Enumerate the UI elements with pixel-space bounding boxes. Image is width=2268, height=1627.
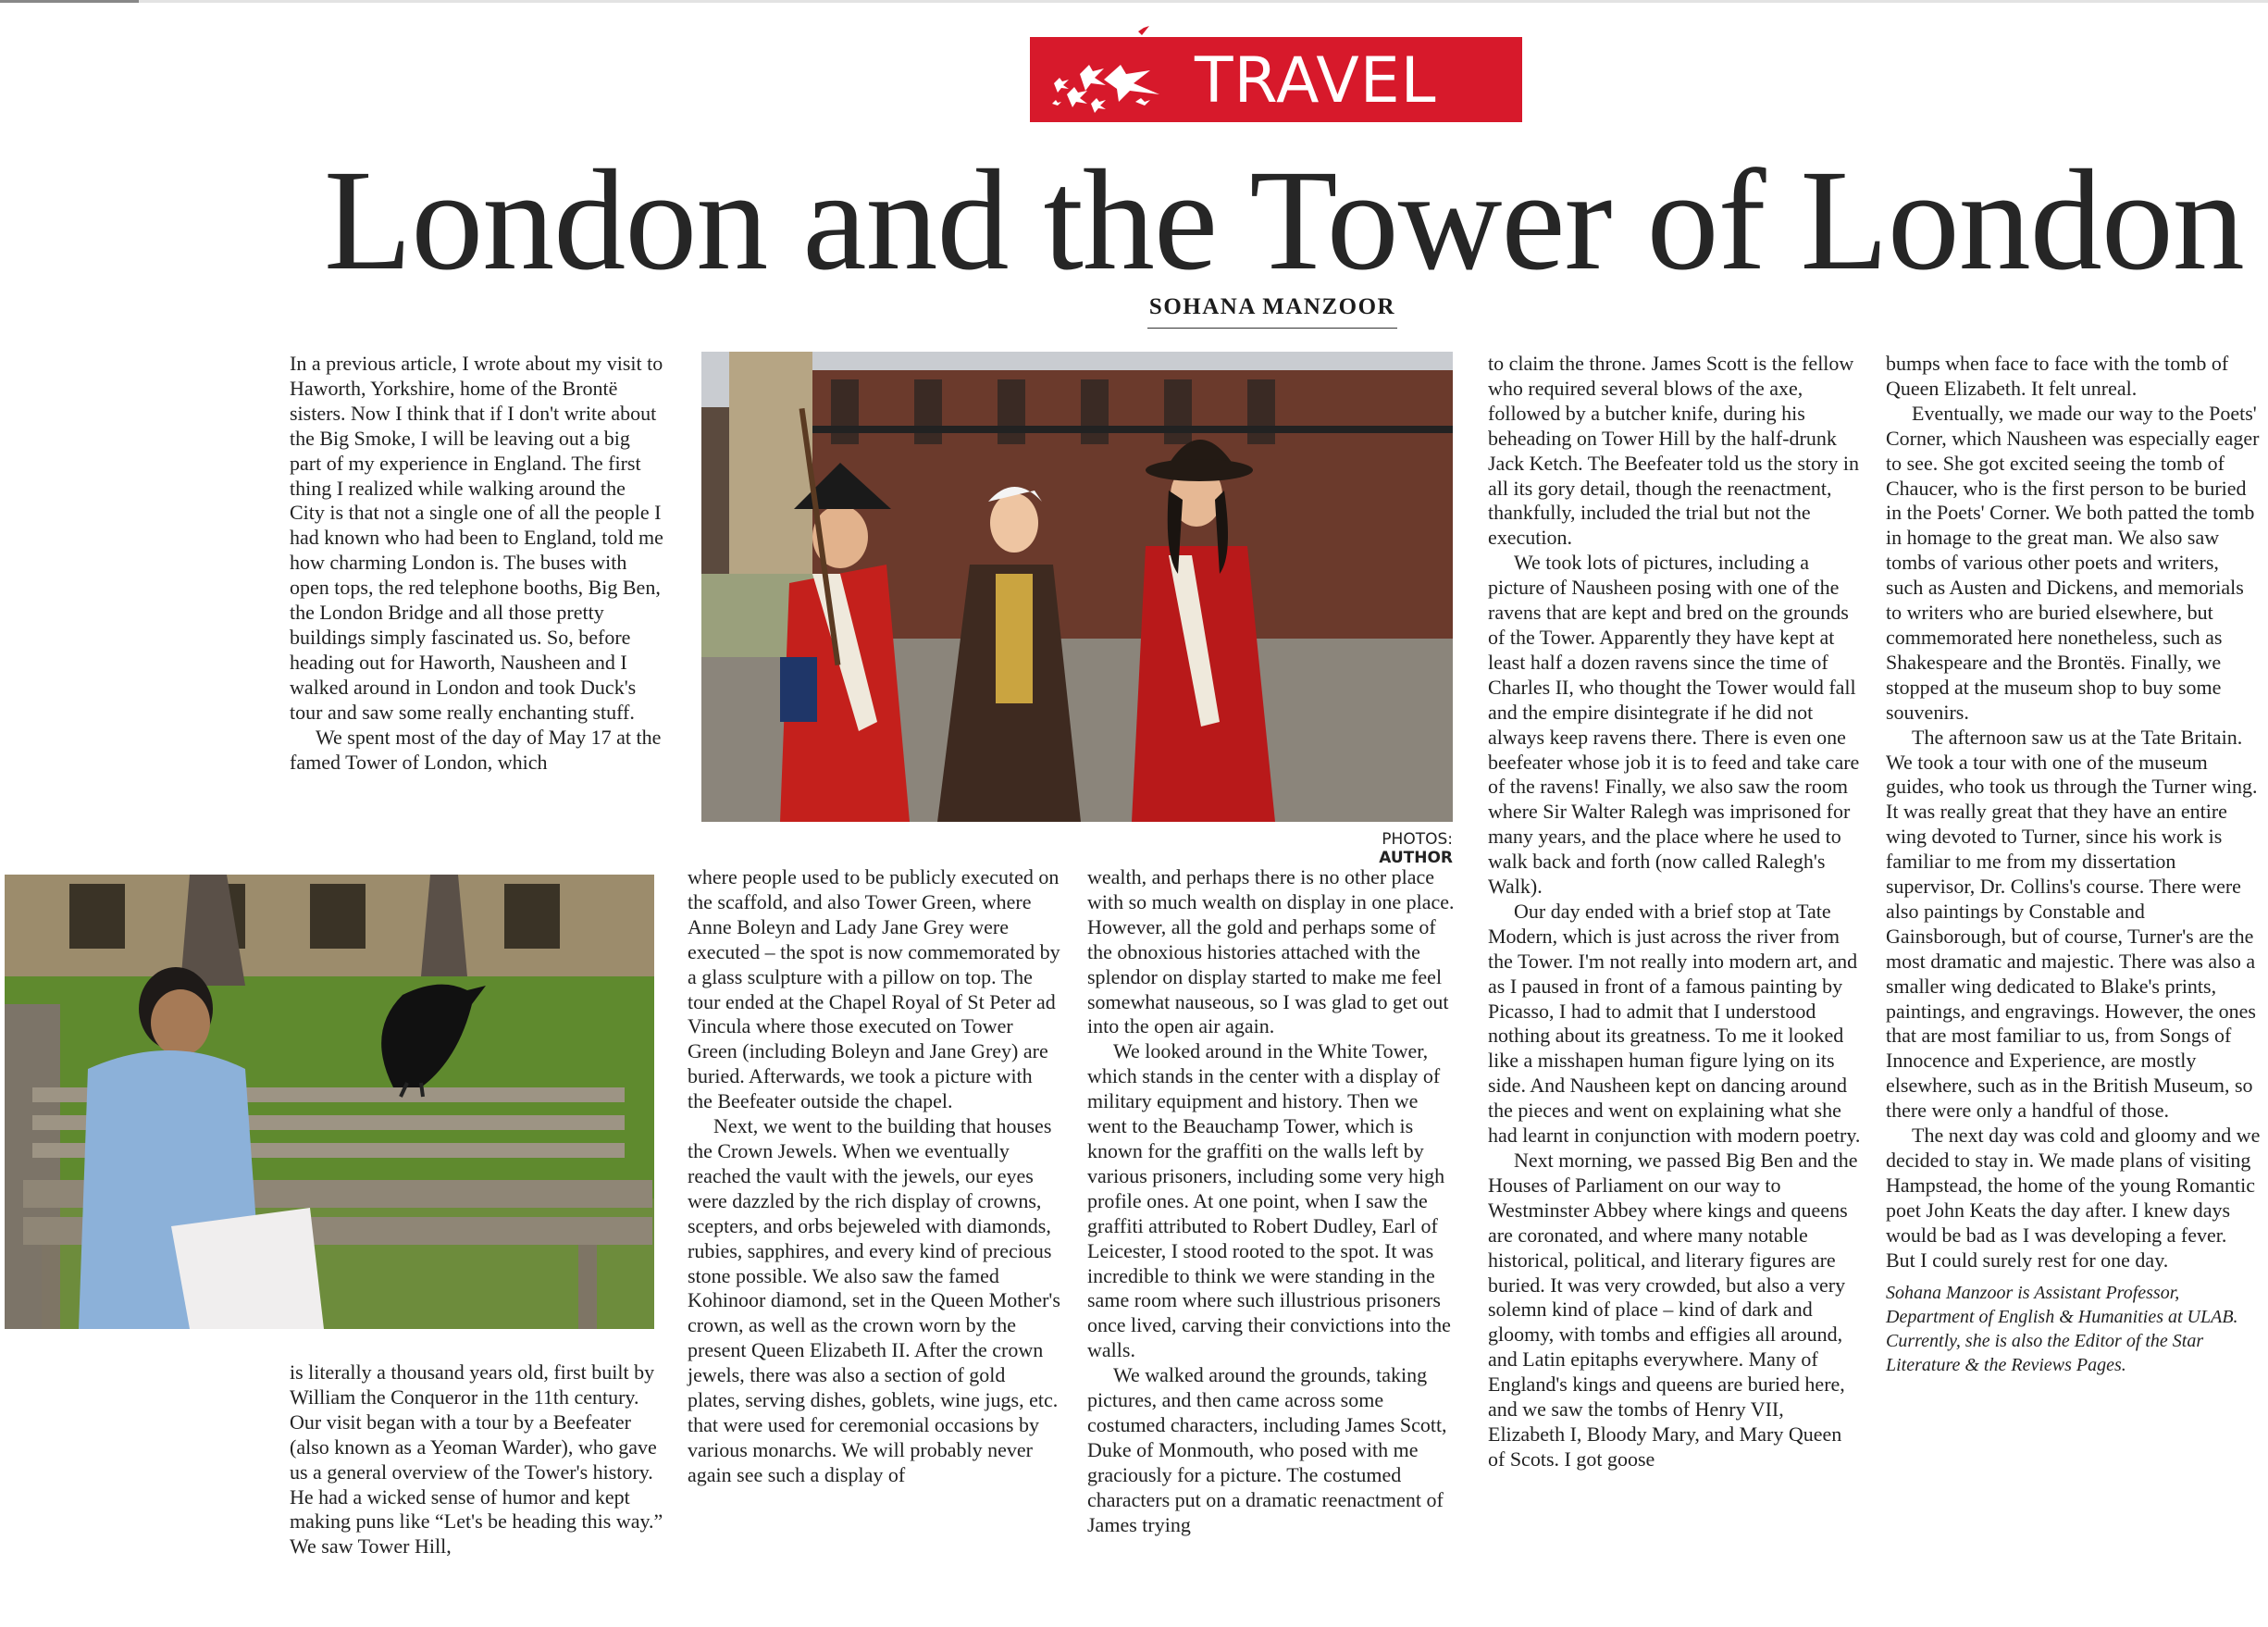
paragraph: Next morning, we passed Big Ben and the Houses of Parliament on our way to Westminster Abbey where kings and queens are coronated, and where many notable historical, political, and literary figures are buried. It was very crowded, but also a very solemn kind of place – kind of dark and gloomy, with tombs and effigies all around, and Latin epitaphs everywhere. Many of England's kings and queens are buried here, and we saw the tombs of Henry VII, Elizabeth I, Bloody Mary, and Mary Queen of Scots. I got goose [1488, 1149, 1858, 1471]
top-rule [0, 0, 2268, 3]
paragraph: We looked around in the White Tower, which stands in the center with a display of military equipment and history. Then we went to the Beauchamp Tower, which is known for the graffiti on the walls left by various prisoners, including some very high profile ones. At one point, when I saw the graffiti attributed to Robert Dudley, Earl of Leicester, I stood rooted to the spot. It was incredible to think we were standing in the same room where such illustrious prisoners once lived, carving their convictions into the walls. [1087, 1039, 1451, 1362]
paragraph: We walked around the grounds, taking pictures, and then came across some costumed characters, including James Scott, Duke of Monmouth, who posed with me graciously for a picture. The costumed characters put on a dramatic reenactment of James trying [1087, 1363, 1447, 1536]
paragraph: Next, we went to the building that houses the Crown Jewels. When we eventually reached the vault with the jewels, our eyes were dazzled by the rich display of crowns, scepters, and orbs bejeweled with diamonds, rubies, sapphires, and every kind of precious stone possible. We also saw the famed Kohinoor diamond, set in the Queen Mother's crown, as well as the crown worn by the present Queen Elizabeth II. After the crown jewels, there was also a section of gold plates, serving dishes, goblets, wine jugs, etc. that were used for ceremonial occasions by various monarchs. We will probably never again see such a display of [688, 1114, 1060, 1486]
paragraph: The next day was cold and gloomy and we decided to stay in. We made plans of visiting Hampstead, the home of the young Romantic poet John Keats the day after. I knew days would be bad as I was developing a fever. But I could surely rest for one day. [1886, 1124, 2261, 1272]
paragraph: where people used to be publicly executed on the scaffold, and also Tower Green, where Anne Boleyn and Lady Jane Grey were executed – the spot is now commemorated by a glass sculpture with a pillow on top. The tour ended at the Chapel Royal of St Peter ad Vincula where those executed on Tower Green (including Boleyn and Jane Grey) are buried. Afterwards, we took a picture with the Beefeater outside the chapel. [688, 865, 1060, 1113]
paragraph: is literally a thousand years old, first built by William the Conqueror in the 11th century. Our visit began with a tour by a Beefeater (also known as a Yeoman Warder), who gave us a general overview of the Tower's history. He had a wicked sense of humor and kept making puns like “Let's be heading this way.” We saw Tower Hill, [290, 1360, 663, 1559]
paragraph: bumps when face to face with the tomb of Queen Elizabeth. It felt unreal. [1886, 352, 2229, 400]
paragraph: We spent most of the day of May 17 at the famed Tower of London, which [290, 725, 662, 774]
byline-underline [1147, 328, 1397, 329]
byline: SOHANA MANZOOR [1148, 294, 1396, 319]
costumed-characters-photo [701, 352, 1453, 822]
column-1-top [290, 352, 664, 775]
photo-credit-prefix: PHOTOS: [1382, 830, 1453, 849]
headline: London and the Tower of London [324, 140, 2244, 300]
flying-birds-icon [1048, 46, 1169, 117]
column-1-bottom [290, 1360, 664, 1559]
paragraph: wealth, and perhaps there is no other place with so much wealth on display in one place. However, all the gold and perhaps some of the obnoxious histories attached with the splendor on display started to make me feel somewhat nauseous, so I was glad to get out into the open air again. [1087, 865, 1455, 1038]
paragraph: Eventually, we made our way to the Poets' Corner, which Nausheen was especially eager to see. She got excited seeing the tomb of Chaucer, who is the first person to be buried in the Poets' Corner. We both patted the tomb in homage to the great man. We also saw tombs of various other poets and writers, such as Austen and Dickens, and memorials to writers who are buried elsewhere, but commemorated here nonetheless, such as Shakespeare and the Brontës. Finally, we stopped at the museum shop to buy some souvenirs. [1886, 401, 2260, 724]
paragraph: to claim the throne. James Scott is the fellow who required several blows of the axe, followed by a butcher knife, during his beheading on Tower Hill by the half-drunk Jack Ketch. The Beefeater told us the story in all its gory detail, though the reenactment, thankfully, included the trial but not the execution. [1488, 352, 1859, 550]
raven-bench-photo [5, 875, 654, 1329]
author-bio: Sohana Manzoor is Assistant Professor, Department of English & Humanities at ULAB. Currently, she is also the Editor of the Star Literature & the Reviews Pages. [1886, 1282, 2238, 1375]
section-banner [1030, 37, 1522, 122]
paragraph: Our day ended with a brief stop at Tate Modern, which is just across the river from the Tower. I'm not really into modern art, and as I paused in front of a famous painting by Picasso, I had to admit that I understood nothing about its greatness. To me it looked like a misshapen human figure lying on its side. And Nausheen kept on dancing around the pieces and went on explaining what she had learnt in conjunction with modern poetry. [1488, 899, 1861, 1148]
photo-credit-name: AUTHOR [1379, 849, 1453, 867]
small-bird-icon [1138, 26, 1149, 35]
photo-credit [1309, 830, 1453, 867]
column-4 [1488, 352, 1863, 1472]
column-3 [1087, 865, 1462, 1537]
paragraph: We took lots of pictures, including a picture of Nausheen posing with one of the ravens that are kept and bred on the grounds of the Tower. Apparently they have kept at least half a dozen ravens since the time of Charles II, who thought the Tower would fall and the empire disintegrate if he did not always keep ravens there. There is even one beefeater whose job it is to feed and take care of the ravens! Finally, we also saw the room where Sir Walter Ralegh was imprisoned for many years, and the place where he used to walk back and forth (now called Ralegh's Walk). [1488, 551, 1860, 899]
section-label: TRAVEL [1195, 44, 1437, 118]
paragraph: In a previous article, I wrote about my visit to Haworth, Yorkshire, home of the Brontë sisters. Now I think that if I don't write about the Big Smoke, I will be leaving out a big part of my experience in England. The first thing I realized while walking around the City is that not a single one of all the people I had known who had been to England, told me how charming London is. The buses with open tops, the red telephone booths, Big Ben, the London Bridge and all those pretty buildings simply fascinated us. So, before heading out for Haworth, Nausheen and I walked around in London and took Duck's tour and saw some really enchanting stuff. [290, 352, 663, 724]
column-5 [1886, 352, 2261, 1377]
column-2 [688, 865, 1062, 1488]
paragraph: The afternoon saw us at the Tate Britain. We took a tour with one of the museum guides, who took us through the Turner wing. It was really great that they have an entire wing devoted to Turner, since his work is familiar to me from my dissertation supervisor, Dr. Collins's course. There were also paintings by Constable and Gainsborough, but of course, Turner's are the most dramatic and majestic. There was also a smaller wing dedicated to Blake's prints, paintings, and engravings. However, the ones that are most familiar to us, from Songs of Innocence and Experience, are mostly elsewhere, such as in the British Museum, so there were only a handful of those. [1886, 725, 2258, 1123]
